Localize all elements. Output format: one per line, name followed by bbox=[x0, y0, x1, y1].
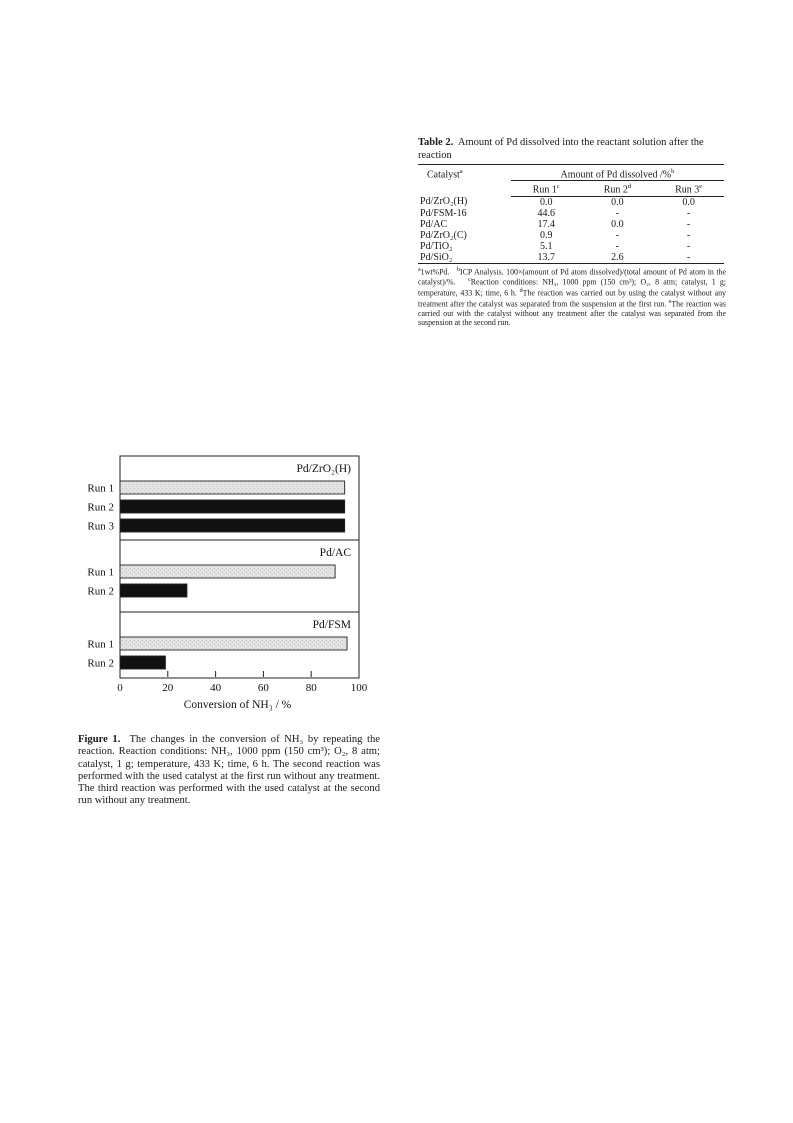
x-tick-label: 60 bbox=[257, 682, 269, 694]
run-label: Run 1 bbox=[87, 482, 114, 495]
x-tick-label: 80 bbox=[305, 682, 317, 694]
catalyst-cell: Pd/FSM-16 bbox=[420, 207, 467, 219]
run-label: Run 1 bbox=[87, 638, 114, 651]
catalyst-cell: Pd/SiO₂ bbox=[418, 252, 511, 264]
amount-column-header: Amount of Pd dissolved /%$^b$ bbox=[511, 165, 724, 181]
footnote-e: The reaction was carried out with the catalyst without any treatment after the catalyst was separated from the suspension at the second run. bbox=[418, 299, 726, 328]
panel-title: Pd/AC bbox=[319, 547, 351, 559]
bar bbox=[120, 565, 335, 578]
run-label: Run 2 bbox=[87, 585, 114, 598]
run-1-header: Run 1$^c$ bbox=[511, 181, 582, 196]
catalyst-cell: Pd/ZrO₂(H) bbox=[420, 196, 468, 208]
bar bbox=[120, 500, 345, 513]
figure-caption bbox=[78, 734, 380, 808]
x-tick-label: 0 bbox=[117, 682, 123, 694]
run-3-cell: - bbox=[686, 229, 691, 241]
run-2-cell: 0.0 bbox=[611, 196, 624, 208]
table-title: Amount of Pd dissolved into the reactant solution after the reaction bbox=[418, 137, 704, 161]
catalyst-cell: Pd/AC bbox=[420, 218, 448, 230]
run-2-cell: 2.6 bbox=[582, 252, 654, 264]
run-1-cell: 5.1 bbox=[540, 240, 553, 252]
table-row bbox=[418, 252, 724, 264]
figure-1-chart bbox=[78, 452, 378, 724]
footnote-c: Reaction conditions: NH₃, 1000 ppm (150 cm³); O₂, 8 atm; catalyst, 1 g; temperature, 433 K; time, 6 h. bbox=[418, 278, 726, 298]
figure-label: Figure 1. bbox=[78, 734, 121, 745]
footnote-a: 1wt%Pd. bbox=[420, 267, 450, 277]
table-row bbox=[418, 219, 724, 230]
run-2-cell: - bbox=[615, 229, 620, 241]
run-3-cell: 0.0 bbox=[682, 196, 695, 208]
run-label: Run 3 bbox=[87, 520, 114, 533]
footnote-b: ICP Analysis. 100×(amount of Pd atom dissolved)/(total amount of Pd atom in the catalyst)/%. bbox=[418, 267, 726, 288]
panel-title: Pd/FSM bbox=[312, 619, 351, 631]
run-3-cell: - bbox=[686, 218, 691, 230]
run-3-cell: - bbox=[653, 252, 724, 264]
x-tick-label: 20 bbox=[162, 682, 174, 694]
x-axis-label: Conversion of NH₃ / % bbox=[183, 699, 292, 711]
run-3-cell: - bbox=[686, 240, 691, 252]
run-1-cell: 0.9 bbox=[540, 229, 553, 241]
panel-title: Pd/ZrO₂(H) bbox=[296, 463, 351, 475]
run-2-cell: 0.0 bbox=[611, 218, 624, 230]
catalyst-cell: Pd/TiO₂ bbox=[420, 240, 453, 252]
run-1-cell: 0.0 bbox=[540, 196, 553, 208]
table-row bbox=[418, 230, 724, 241]
table-label: Table 2. bbox=[418, 137, 454, 148]
table-caption bbox=[418, 137, 726, 162]
table-row bbox=[418, 208, 724, 219]
table-row bbox=[418, 241, 724, 252]
bar bbox=[120, 637, 347, 650]
bar bbox=[120, 584, 187, 597]
catalyst-cell: Pd/ZrO₂(C) bbox=[420, 229, 467, 241]
run-2-cell: - bbox=[615, 240, 620, 252]
run-label: Run 1 bbox=[87, 566, 114, 579]
bar bbox=[120, 656, 165, 669]
x-tick-label: 40 bbox=[210, 682, 222, 694]
pd-dissolved-table bbox=[418, 164, 724, 264]
run-label: Run 2 bbox=[87, 501, 114, 514]
run-2-cell: - bbox=[615, 207, 620, 219]
catalyst-column-header: Catalyst$^a$ bbox=[418, 165, 511, 197]
run-3-cell: - bbox=[686, 207, 691, 219]
x-tick-label: 100 bbox=[350, 682, 368, 694]
table-row bbox=[418, 196, 724, 208]
footnote-d: The reaction was carried out by using the catalyst without any treatment after the catalyst was separated from the suspension at the first run. bbox=[418, 288, 726, 309]
run-label: Run 2 bbox=[87, 657, 114, 670]
bar-chart bbox=[78, 452, 378, 724]
table-footnotes: $^a$1wt%Pd. $^b$ICP Analysis. 100×(amount of Pd atom dissolved)/(total amount of Pd atom in the catalyst)/%. $^c$Reaction conditions: NH₃, 1000 ppm (150 cm³); O₂, 8 atm; catalyst, 1 g; temperature, 433 K; time, 6 h. $^d$The reaction was carried out by using the catalyst without any treatment after the catalyst was separated from the suspension at the first run. $^e$The reaction was carried out with the catalyst without any treatment after the catalyst was separated from the suspension at the second run. bbox=[418, 266, 726, 328]
bar bbox=[120, 519, 345, 532]
run-2-header: Run 2$^d$ bbox=[582, 181, 654, 196]
run-3-header: Run 3e bbox=[653, 181, 724, 196]
figure-caption-text: The changes in the conversion of NH₃ by repeating the reaction. Reaction conditions: NH₃, 1000 ppm (150 cm³); O₂, 8 atm; catalyst, 1 g; temperature, 433 K; time, 6 h. The second reaction was performed with the used catalyst at the first run without any treatment. The third reaction was performed with the used catalyst at the second run without any treatment. bbox=[78, 734, 381, 807]
run-1-cell: 17.4 bbox=[537, 218, 556, 230]
run-1-cell: 13.7 bbox=[511, 252, 582, 264]
run-1-cell: 44.6 bbox=[537, 207, 556, 219]
bar bbox=[120, 481, 345, 494]
table-2 bbox=[418, 137, 726, 327]
